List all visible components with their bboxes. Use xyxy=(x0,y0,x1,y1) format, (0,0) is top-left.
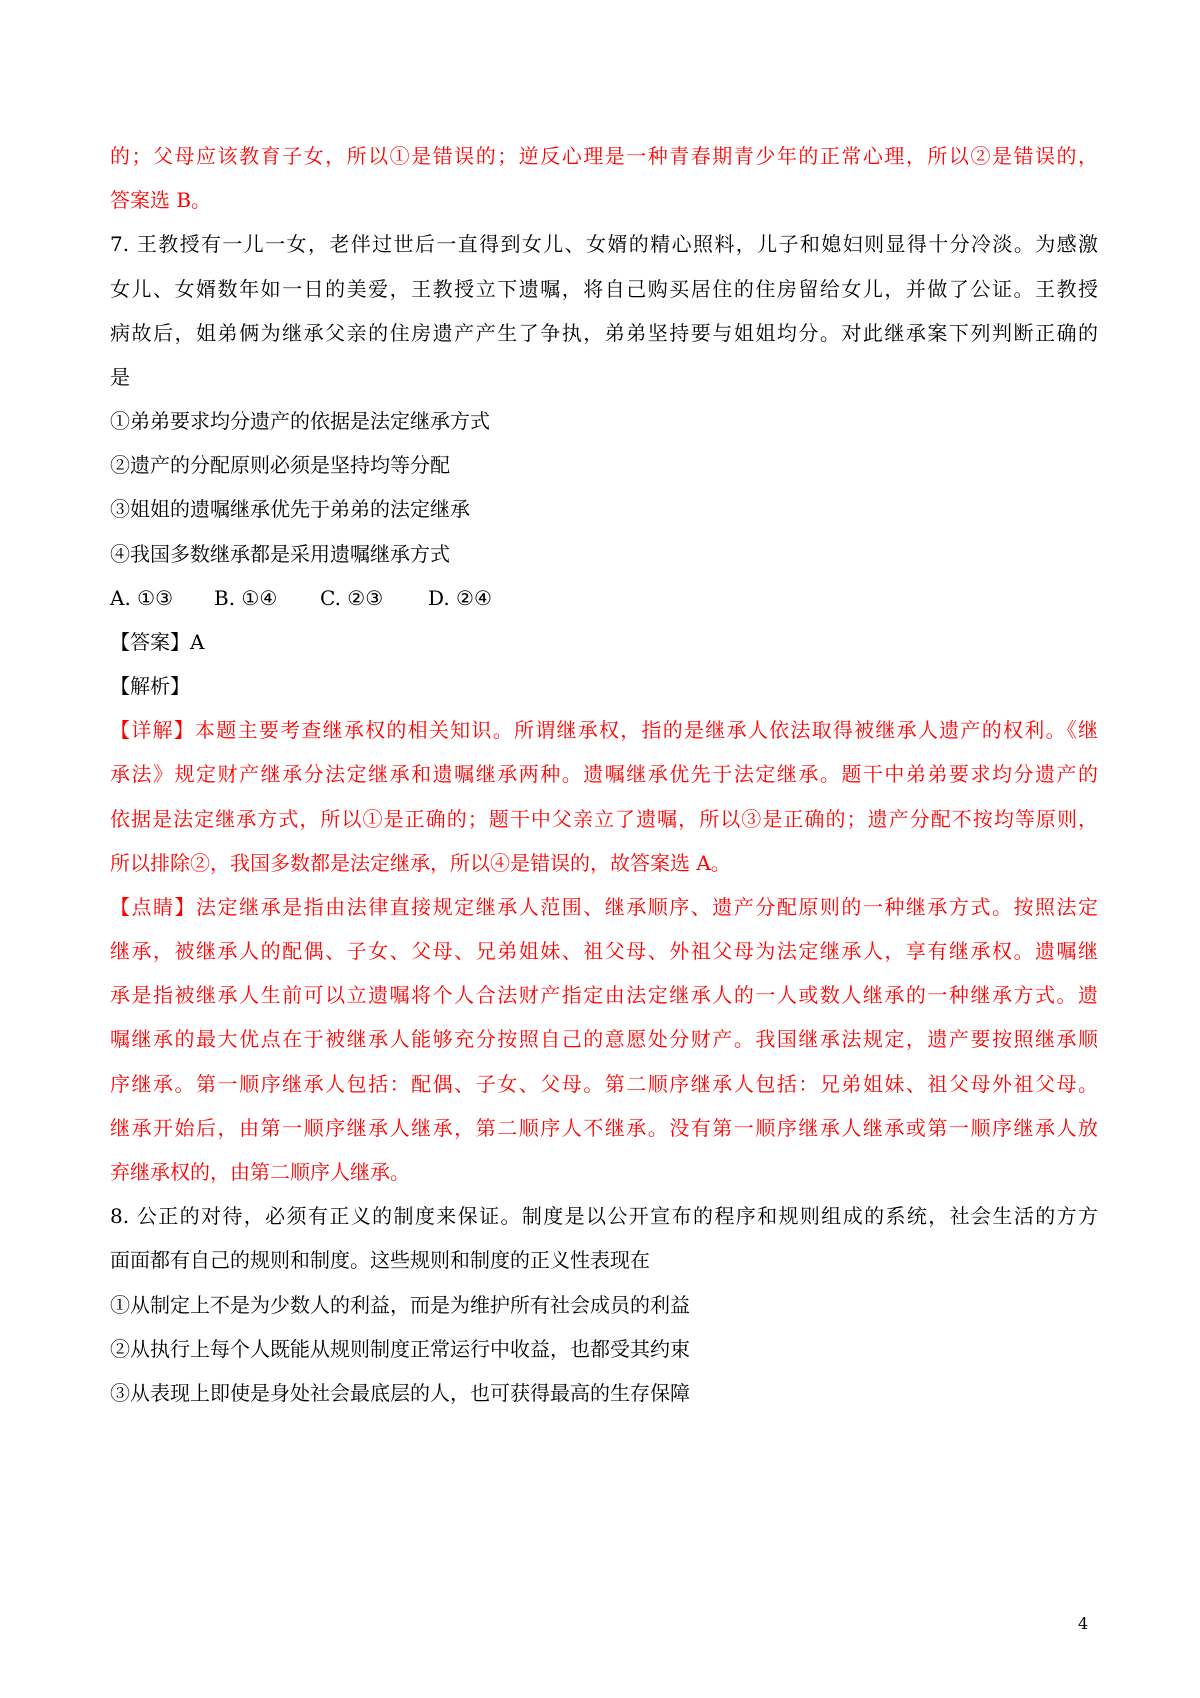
q7-detail-line-2: 承法》规定财产继承分法定继承和遗嘱继承两种。遗嘱继承优先于法定继承。题干中弟弟要求均分遗产的 xyxy=(110,762,1098,786)
q7-stem-line-4: 是 xyxy=(110,365,130,389)
prev-analysis-line-2: 答案选 B。 xyxy=(110,188,212,212)
q7-tip-line-3: 承是指被继承人生前可以立遗嘱将个人合法财产指定由法定继承人的一人或数人继承的一种继承方式。遗 xyxy=(110,983,1098,1007)
q7-tip-line-1: 【点睛】法定继承是指由法律直接规定继承人范围、继承顺序、遗产分配原则的一种继承方式。按照法定 xyxy=(110,895,1098,919)
q7-detail-line-4: 所以排除②，我国多数都是法定继承，所以④是错误的，故答案选 A。 xyxy=(110,851,731,875)
q7-detail-line-1: 【详解】本题主要考查继承权的相关知识。所谓继承权，指的是继承人依法取得被继承人遗产的权利。《继 xyxy=(110,718,1098,742)
q7-tip-line-5: 序继承。第一顺序继承人包括：配偶、子女、父母。第二顺序继承人包括：兄弟姐妹、祖父母外祖父母。 xyxy=(110,1072,1098,1096)
q8-statement-2: ②从执行上每个人既能从规则制度正常运行中收益，也都受其约束 xyxy=(110,1337,690,1361)
page-number: 4 xyxy=(1078,1614,1089,1633)
q7-statement-4: ④我国多数继承都是采用遗嘱继承方式 xyxy=(110,542,450,566)
q7-stem-line-1: 7. 王教授有一儿一女，老伴过世后一直得到女儿、女婿的精心照料，儿子和媳妇则显得十分冷淡。为感激 xyxy=(110,232,1098,256)
q7-stem-line-2: 女儿、女婿数年如一日的美爱，王教授立下遗嘱，将自己购买居住的住房留给女儿，并做了公证。王教授 xyxy=(110,277,1098,301)
q8-stem-line-1: 8. 公正的对待，必须有正义的制度来保证。制度是以公开宣布的程序和规则组成的系统，社会生活的方方 xyxy=(110,1204,1098,1228)
q7-option-d: D. ②④ xyxy=(428,586,492,610)
q7-answer: 【答案】A xyxy=(110,630,205,654)
q7-statement-2: ②遗产的分配原则必须是坚持均等分配 xyxy=(110,453,450,477)
q7-options xyxy=(110,584,492,612)
prev-analysis-line-1: 的；父母应该教育子女，所以①是错误的；逆反心理是一种青春期青少年的正常心理，所以②是错误的， xyxy=(110,144,1098,168)
q7-option-c: C. ②③ xyxy=(320,586,384,610)
q8-stem-line-2: 面面都有自己的规则和制度。这些规则和制度的正义性表现在 xyxy=(110,1248,650,1272)
q7-tip-line-7: 弃继承权的，由第二顺序人继承。 xyxy=(110,1160,410,1184)
q7-tip-line-6: 继承开始后，由第一顺序继承人继承，第二顺序人不继承。没有第一顺序继承人继承或第一顺序继承人放 xyxy=(110,1116,1098,1140)
q7-option-a: A. ①③ xyxy=(110,586,174,610)
q7-analysis-label: 【解析】 xyxy=(110,674,190,698)
q7-stem-line-3: 病故后，姐弟俩为继承父亲的住房遗产产生了争执，弟弟坚持要与姐姐均分。对此继承案下列判断正确的 xyxy=(110,321,1098,345)
q7-tip-line-4: 嘱继承的最大优点在于被继承人能够充分按照自己的意愿处分财产。我国继承法规定，遗产要按照继承顺 xyxy=(110,1027,1098,1051)
q8-statement-1: ①从制定上不是为少数人的利益，而是为维护所有社会成员的利益 xyxy=(110,1293,690,1317)
q7-detail-line-3: 依据是法定继承方式，所以①是正确的；题干中父亲立了遗嘱，所以③是正确的；遗产分配不按均等原则， xyxy=(110,807,1098,831)
q8-statement-3: ③从表现上即使是身处社会最底层的人，也可获得最高的生存保障 xyxy=(110,1381,690,1405)
q7-tip-line-2: 继承，被继承人的配偶、子女、父母、兄弟姐妹、祖父母、外祖父母为法定继承人，享有继承权。遗嘱继 xyxy=(110,939,1098,963)
q7-option-b: B. ①④ xyxy=(214,586,278,610)
q7-statement-3: ③姐姐的遗嘱继承优先于弟弟的法定继承 xyxy=(110,497,470,521)
q7-statement-1: ①弟弟要求均分遗产的依据是法定继承方式 xyxy=(110,409,490,433)
